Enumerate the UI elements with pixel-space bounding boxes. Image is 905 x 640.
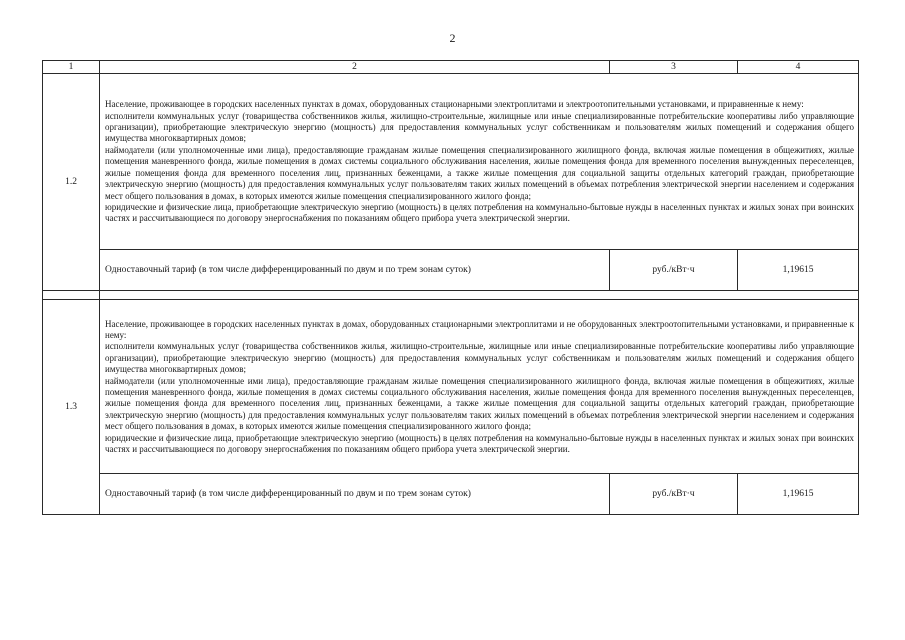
spacer-cell xyxy=(43,291,100,300)
description-paragraph: исполнители коммунальных услуг (товарищества собственников жилья, жилищно-строительные, жилищные или иные специализированные потребительские кооперативы либо управляющие организации), приобретающие электрическую энергию (мощность) для предоставления коммунальных услуг собственникам и пользователям жилых помещений и содержания общего имущества многоквартирных домов; xyxy=(105,341,854,375)
column-header-row xyxy=(43,61,859,74)
section-row-1-3 xyxy=(43,300,859,474)
tariff-label: Одноставочный тариф (в том числе дифференцированный по двум и по трем зонам суток) xyxy=(100,250,610,291)
column-header-1: 1 xyxy=(43,61,100,74)
tariff-value: 1,19615 xyxy=(738,250,859,291)
description-paragraph: исполнители коммунальных услуг (товарищества собственников жилья, жилищно-строительные, жилищные или иные специализированные потребительские кооперативы либо управляющие организации), приобретающие электрическую энергию (мощность) для предоставления коммунальных услуг собственникам и пользователям жилых помещений и содержания общего имущества многоквартирных домов; xyxy=(105,110,854,144)
tariff-unit: руб./кВт·ч xyxy=(610,250,738,291)
description-paragraph: Население, проживающее в городских населенных пунктах в домах, оборудованных стационарными электроплитами и электроотопительными установками, и приравненные к нему: xyxy=(105,99,804,110)
description-paragraph: наймодатели (или уполномоченные ими лица), предоставляющие гражданам жилые помещения специализированного жилищного фонда, включая жилые помещения в общежитиях, жилые помещения маневренного фонда, жилые помещения в домах системы социального обслуживания населения, жилые помещения фонда для временного поселения вынужденных переселенцев, жилые помещения фонда для временного поселения лиц, признанных беженцами, а также жилые помещения для социальной защиты отдельных категорий граждан, приобретающие электрическую энергию (мощность) для предоставления коммунальных услуг пользователям таких жилых помещений в объемах потребления электрической энергии населением и содержания мест общего пользования в домах, в которых имеются жилые помещения специализированного жилого фонда; xyxy=(105,144,854,201)
section-number: 1.2 xyxy=(43,74,100,291)
consumer-category-description xyxy=(100,74,859,250)
section-number: 1.3 xyxy=(43,300,100,515)
tariff-unit: руб./кВт·ч xyxy=(610,474,738,515)
spacer-cell xyxy=(100,291,859,300)
description-paragraph: юридические и физические лица, приобретающие электрическую энергию (мощность) в целях потребления на коммунально-бытовые нужды в населенных пунктах и жилых зонах при воинских частях и рассчитывающиеся по договору энергоснабжения по показаниям общего прибора учета электрической энергии. xyxy=(105,432,854,455)
tariff-row xyxy=(43,474,859,515)
column-header-3: 3 xyxy=(610,61,738,74)
spacer-row xyxy=(43,291,859,300)
tariff-row xyxy=(43,250,859,291)
column-header-4: 4 xyxy=(738,61,859,74)
description-paragraph: Население, проживающее в городских населенных пунктах в домах, оборудованных стационарными электроплитами и не оборудованных электроотопительными установками, и приравненные к нему: xyxy=(105,318,854,340)
tariff-table xyxy=(42,60,859,515)
consumer-category-description xyxy=(100,300,859,474)
tariff-value: 1,19615 xyxy=(738,474,859,515)
page-number: 2 xyxy=(449,31,456,45)
description-paragraph: наймодатели (или уполномоченные ими лица), предоставляющие гражданам жилые помещения специализированного жилищного фонда, включая жилые помещения в общежитиях, жилые помещения маневренного фонда, жилые помещения в домах системы социального обслуживания населения, жилые помещения фонда для временного поселения вынужденных переселенцев, жилые помещения фонда для временного поселения лиц, признанных беженцами, а также жилые помещения для социальной защиты отдельных категорий граждан, приобретающие электрическую энергию (мощность) для предоставления коммунальных услуг пользователям таких жилых помещений в объемах потребления электрической энергии населением и содержания мест общего пользования в домах, в которых имеются жилые помещения специализированного жилого фонда; xyxy=(105,375,854,432)
section-row-1-2 xyxy=(43,74,859,250)
column-header-2: 2 xyxy=(100,61,610,74)
tariff-label: Одноставочный тариф (в том числе дифференцированный по двум и по трем зонам суток) xyxy=(100,474,610,515)
description-paragraph: юридические и физические лица, приобретающие электрическую энергию (мощность) в целях потребления на коммунально-бытовые нужды в населенных пунктах и жилых зонах при воинских частях и рассчитывающиеся по договору энергоснабжения по показаниям общего прибора учета электрической энергии. xyxy=(105,201,854,224)
